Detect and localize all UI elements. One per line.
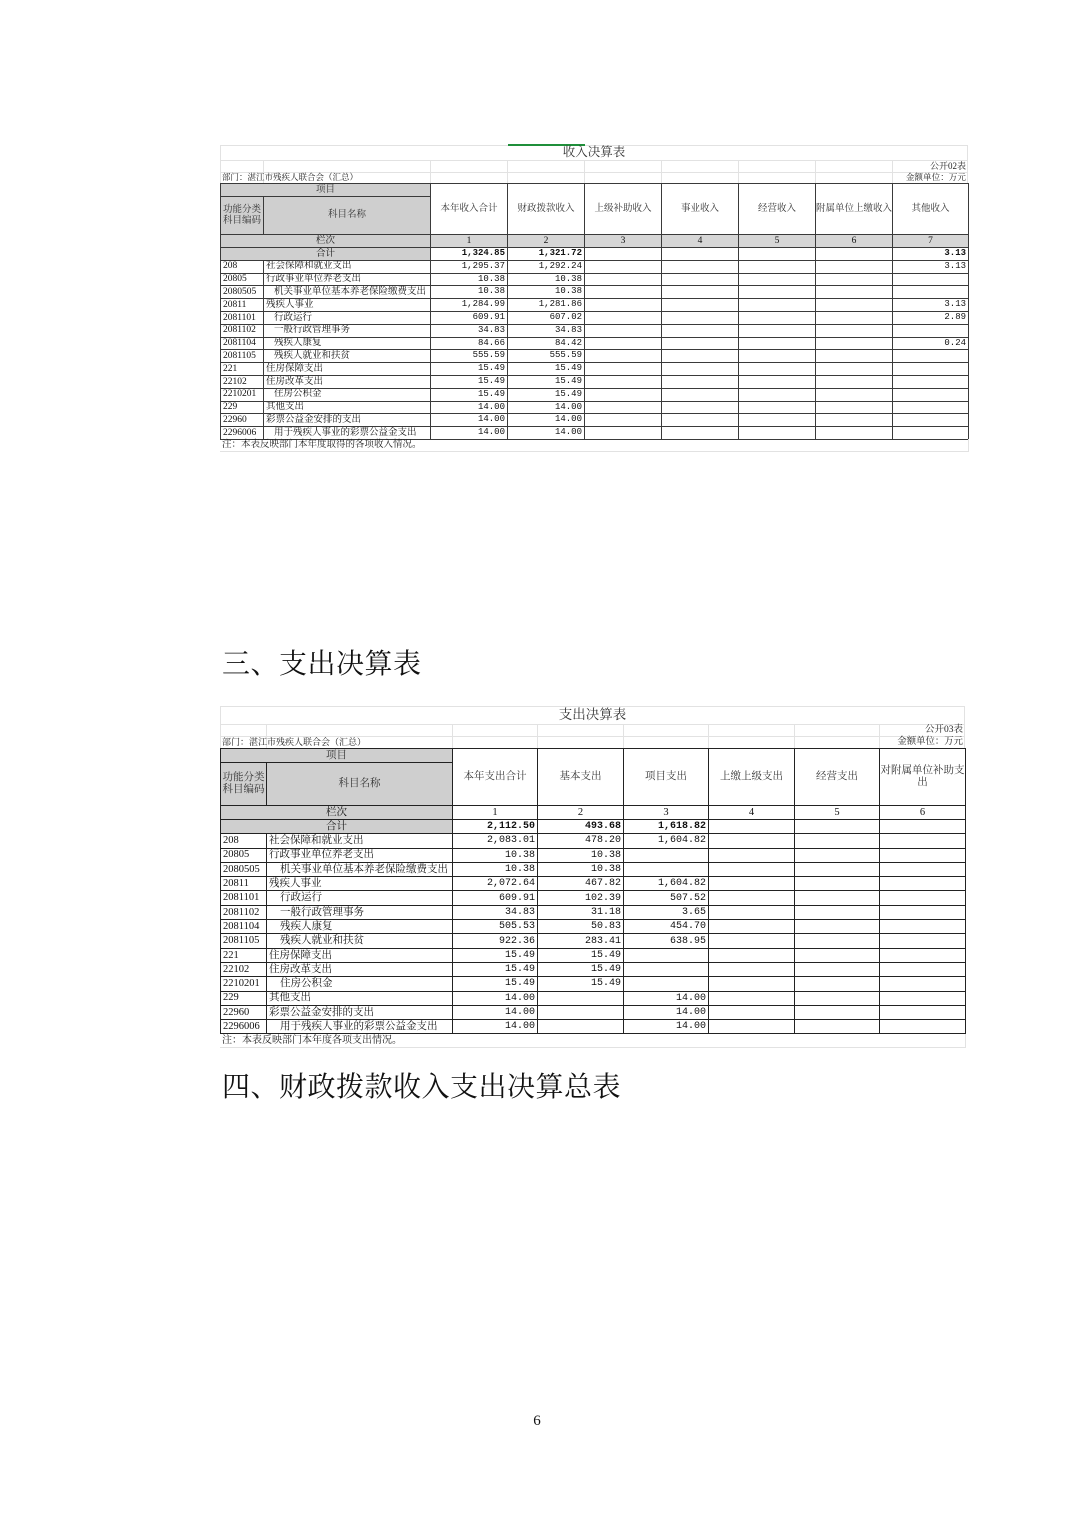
row-value-cell: [585, 325, 662, 338]
row-value-cell: [739, 338, 816, 351]
row-value-cell: 15.49: [431, 363, 508, 376]
row-value-cell: [893, 376, 969, 389]
row-name-cell: 住房保障支出: [267, 949, 453, 963]
row-code-cell: 22960: [221, 1006, 267, 1020]
total-value-cell: [739, 248, 816, 261]
expenditure-department-label: 部门：湛江市残疾人联合会（汇总）: [222, 737, 367, 747]
row-value-cell: [662, 363, 739, 376]
column-header-cell: 财政拨款收入: [508, 184, 585, 235]
row-value-cell: [816, 402, 893, 415]
row-code-cell: 22102: [221, 963, 267, 977]
row-value-cell: [662, 350, 739, 363]
row-value-cell: 1,604.82: [624, 877, 709, 891]
row-value-cell: [585, 286, 662, 299]
row-code-cell: 2081104: [221, 338, 264, 351]
row-value-cell: [816, 414, 893, 427]
row-value-cell: [585, 274, 662, 287]
row-value-cell: [816, 363, 893, 376]
row-value-cell: 102.39: [538, 891, 624, 905]
row-value-cell: 922.36: [453, 934, 538, 948]
row-name-cell: 行政事业单位养老支出: [267, 849, 453, 863]
row-value-cell: 14.00: [624, 1006, 709, 1020]
row-name-cell: 彩票公益金安排的支出: [264, 414, 431, 427]
row-value-cell: 14.00: [624, 992, 709, 1006]
row-value-cell: 283.41: [538, 934, 624, 948]
row-value-cell: 34.83: [431, 325, 508, 338]
row-value-cell: 15.49: [431, 376, 508, 389]
section-heading-fiscal-summary: 四、财政拨款收入支出决算总表: [222, 1072, 622, 1103]
row-name-cell: 机关事业单位基本养老保险缴费支出: [264, 286, 431, 299]
row-value-cell: 555.59: [508, 350, 585, 363]
section-heading-expenditure: 三、支出决算表: [222, 649, 422, 680]
row-name-cell: 彩票公益金安排的支出: [267, 1006, 453, 1020]
row-value-cell: 467.82: [538, 877, 624, 891]
total-value-cell: 2,112.50: [453, 820, 538, 834]
row-value-cell: 2.89: [893, 312, 969, 325]
row-value-cell: [739, 414, 816, 427]
row-value-cell: 10.38: [431, 274, 508, 287]
total-value-cell: [816, 248, 893, 261]
total-value-cell: [880, 820, 966, 834]
row-value-cell: [816, 350, 893, 363]
row-code-cell: 20811: [221, 299, 264, 312]
row-value-cell: 0.24: [893, 338, 969, 351]
row-value-cell: [795, 906, 880, 920]
row-value-cell: [585, 350, 662, 363]
row-value-cell: 507.52: [624, 891, 709, 905]
column-index-cell: 6: [816, 235, 893, 248]
row-name-cell: 一般行政管理事务: [264, 325, 431, 338]
row-value-cell: [795, 877, 880, 891]
row-value-cell: [662, 376, 739, 389]
row-value-cell: [709, 834, 795, 848]
column-index-cell: 2: [508, 235, 585, 248]
row-value-cell: 10.38: [453, 849, 538, 863]
row-value-cell: 478.20: [538, 834, 624, 848]
row-value-cell: 31.18: [538, 906, 624, 920]
row-value-cell: [662, 299, 739, 312]
row-value-cell: [709, 963, 795, 977]
row-value-cell: [816, 338, 893, 351]
row-name-cell: 行政事业单位养老支出: [264, 274, 431, 287]
row-code-cell: 2080505: [221, 286, 264, 299]
row-name-cell: 用于残疾人事业的彩票公益金支出: [264, 427, 431, 440]
row-value-cell: [709, 977, 795, 991]
total-label-cell: 合计: [221, 248, 431, 261]
column-header-cell: 上缴上级支出: [709, 749, 795, 806]
row-value-cell: [709, 863, 795, 877]
column-header-cell: 经营支出: [795, 749, 880, 806]
column-index-cell: 5: [795, 806, 880, 820]
row-value-cell: 609.91: [431, 312, 508, 325]
row-value-cell: [538, 1020, 624, 1034]
row-value-cell: [795, 834, 880, 848]
total-value-cell: 1,324.85: [431, 248, 508, 261]
row-code-cell: 229: [221, 402, 264, 415]
row-value-cell: [585, 261, 662, 274]
row-value-cell: 15.49: [453, 963, 538, 977]
row-value-cell: [880, 863, 966, 877]
row-code-cell: 208: [221, 261, 264, 274]
column-index-cell: 1: [431, 235, 508, 248]
row-name-cell: 住房公积金: [267, 977, 453, 991]
row-value-cell: [795, 891, 880, 905]
income-table-note: 注：本表反映部门本年度取得的各项收入情况。: [220, 439, 969, 452]
column-index-cell: 1: [453, 806, 538, 820]
row-value-cell: [624, 977, 709, 991]
row-name-cell: 社会保障和就业支出: [264, 261, 431, 274]
row-value-cell: 84.42: [508, 338, 585, 351]
row-value-cell: [816, 325, 893, 338]
row-value-cell: [795, 992, 880, 1006]
row-value-cell: [709, 877, 795, 891]
row-value-cell: 1,281.86: [508, 299, 585, 312]
expenditure-table-note: 注：本表反映部门本年度各项支出情况。: [220, 1034, 966, 1048]
header-name-cell: 科目名称: [267, 763, 453, 806]
row-value-cell: 638.95: [624, 934, 709, 948]
row-value-cell: 10.38: [508, 274, 585, 287]
column-index-cell: 3: [585, 235, 662, 248]
row-value-cell: [816, 389, 893, 402]
row-name-cell: 其他支出: [264, 402, 431, 415]
row-value-cell: [585, 402, 662, 415]
column-index-label-cell: 栏次: [221, 806, 453, 820]
row-value-cell: [585, 299, 662, 312]
row-value-cell: [795, 1020, 880, 1034]
header-code-cell: 功能分类科目编码: [221, 197, 264, 235]
row-value-cell: 454.70: [624, 920, 709, 934]
row-value-cell: 10.38: [431, 286, 508, 299]
row-value-cell: 609.91: [453, 891, 538, 905]
row-value-cell: [709, 891, 795, 905]
row-value-cell: [538, 992, 624, 1006]
row-value-cell: [816, 312, 893, 325]
row-value-cell: [624, 863, 709, 877]
total-label-cell: 合计: [221, 820, 453, 834]
row-value-cell: [739, 286, 816, 299]
row-value-cell: [893, 363, 969, 376]
row-value-cell: 14.00: [431, 414, 508, 427]
row-value-cell: [893, 350, 969, 363]
row-name-cell: 住房改革支出: [267, 963, 453, 977]
row-name-cell: 住房改革支出: [264, 376, 431, 389]
column-header-cell: 附属单位上缴收入: [816, 184, 893, 235]
row-value-cell: [795, 920, 880, 934]
column-index-cell: 2: [538, 806, 624, 820]
row-value-cell: [880, 934, 966, 948]
row-value-cell: [739, 274, 816, 287]
row-value-cell: [795, 977, 880, 991]
row-value-cell: [739, 299, 816, 312]
row-value-cell: 607.02: [508, 312, 585, 325]
row-value-cell: [893, 414, 969, 427]
expenditure-table: [220, 748, 966, 1034]
row-value-cell: 14.00: [453, 1006, 538, 1020]
row-code-cell: 2080505: [221, 863, 267, 877]
row-value-cell: 14.00: [453, 992, 538, 1006]
row-value-cell: [662, 389, 739, 402]
page-number: 6: [533, 1413, 541, 1429]
row-value-cell: [624, 963, 709, 977]
row-value-cell: [816, 261, 893, 274]
row-value-cell: 34.83: [453, 906, 538, 920]
income-form-number: 公开02表: [929, 161, 966, 171]
row-name-cell: 残疾人事业: [264, 299, 431, 312]
row-name-cell: 行政运行: [264, 312, 431, 325]
row-value-cell: 14.00: [508, 402, 585, 415]
row-value-cell: 10.38: [538, 863, 624, 877]
row-value-cell: 15.49: [453, 949, 538, 963]
row-code-cell: 2296006: [221, 427, 264, 440]
row-value-cell: [709, 849, 795, 863]
row-value-cell: 14.00: [431, 427, 508, 440]
row-value-cell: [816, 299, 893, 312]
row-value-cell: 14.00: [508, 427, 585, 440]
row-code-cell: 2210201: [221, 389, 264, 402]
row-value-cell: [739, 389, 816, 402]
row-value-cell: [739, 363, 816, 376]
row-value-cell: 3.65: [624, 906, 709, 920]
row-value-cell: [585, 338, 662, 351]
row-value-cell: 15.49: [538, 963, 624, 977]
income-table: [220, 183, 969, 440]
header-code-cell: 功能分类科目编码: [221, 763, 267, 806]
row-value-cell: [739, 325, 816, 338]
row-value-cell: 15.49: [431, 389, 508, 402]
row-value-cell: 15.49: [508, 389, 585, 402]
column-header-cell: 其他收入: [893, 184, 969, 235]
row-value-cell: [816, 286, 893, 299]
row-value-cell: [795, 934, 880, 948]
row-code-cell: 221: [221, 363, 264, 376]
row-value-cell: 10.38: [453, 863, 538, 877]
row-value-cell: [624, 849, 709, 863]
total-value-cell: [585, 248, 662, 261]
row-code-cell: 20805: [221, 274, 264, 287]
row-value-cell: [739, 350, 816, 363]
total-value-cell: 1,321.72: [508, 248, 585, 261]
row-value-cell: [709, 992, 795, 1006]
column-header-cell: 项目支出: [624, 749, 709, 806]
row-value-cell: [893, 286, 969, 299]
header-project-cell: 项目: [221, 749, 453, 763]
total-value-cell: 1,618.82: [624, 820, 709, 834]
row-value-cell: [880, 920, 966, 934]
total-value-cell: [662, 248, 739, 261]
row-value-cell: 15.49: [508, 363, 585, 376]
row-value-cell: [585, 389, 662, 402]
row-code-cell: 22102: [221, 376, 264, 389]
column-index-cell: 3: [624, 806, 709, 820]
row-value-cell: [880, 949, 966, 963]
column-index-cell: 5: [739, 235, 816, 248]
row-name-cell: 残疾人康复: [264, 338, 431, 351]
row-value-cell: 10.38: [508, 286, 585, 299]
column-index-cell: 4: [709, 806, 795, 820]
row-name-cell: 行政运行: [267, 891, 453, 905]
header-project-cell: 项目: [221, 184, 431, 197]
row-value-cell: [585, 312, 662, 325]
row-value-cell: [880, 1006, 966, 1020]
column-header-cell: 本年收入合计: [431, 184, 508, 235]
row-code-cell: 208: [221, 834, 267, 848]
row-name-cell: 其他支出: [267, 992, 453, 1006]
column-header-cell: 上级补助收入: [585, 184, 662, 235]
row-value-cell: 1,284.99: [431, 299, 508, 312]
row-value-cell: [893, 389, 969, 402]
row-value-cell: [795, 863, 880, 877]
row-value-cell: [624, 949, 709, 963]
row-code-cell: 2081105: [221, 350, 264, 363]
row-name-cell: 住房公积金: [264, 389, 431, 402]
row-name-cell: 住房保障支出: [264, 363, 431, 376]
column-header-cell: 本年支出合计: [453, 749, 538, 806]
expenditure-unit-label: 金额单位：万元: [897, 737, 963, 747]
row-value-cell: [662, 414, 739, 427]
row-value-cell: [893, 402, 969, 415]
row-value-cell: [816, 274, 893, 287]
row-value-cell: [880, 992, 966, 1006]
column-index-label-cell: 栏次: [221, 235, 431, 248]
row-code-cell: 20805: [221, 849, 267, 863]
row-code-cell: 229: [221, 992, 267, 1006]
row-value-cell: 1,604.82: [624, 834, 709, 848]
row-value-cell: 10.38: [538, 849, 624, 863]
column-header-cell: 经营收入: [739, 184, 816, 235]
row-value-cell: [662, 261, 739, 274]
row-value-cell: 34.83: [508, 325, 585, 338]
row-code-cell: 20811: [221, 877, 267, 891]
row-code-cell: 2081104: [221, 920, 267, 934]
row-value-cell: [709, 1006, 795, 1020]
row-value-cell: 14.00: [508, 414, 585, 427]
row-code-cell: 2081102: [221, 906, 267, 920]
row-value-cell: [795, 1006, 880, 1020]
row-code-cell: 2296006: [221, 1020, 267, 1034]
row-value-cell: 2,083.01: [453, 834, 538, 848]
row-value-cell: 15.49: [453, 977, 538, 991]
row-value-cell: 3.13: [893, 261, 969, 274]
row-value-cell: 84.66: [431, 338, 508, 351]
income-department-label: 部门：湛江市残疾人联合会（汇总）: [222, 172, 359, 182]
total-value-cell: [709, 820, 795, 834]
row-value-cell: 15.49: [508, 376, 585, 389]
row-value-cell: [585, 363, 662, 376]
row-code-cell: 221: [221, 949, 267, 963]
row-value-cell: [662, 402, 739, 415]
row-value-cell: [709, 920, 795, 934]
header-name-cell: 科目名称: [264, 197, 431, 235]
row-name-cell: 社会保障和就业支出: [267, 834, 453, 848]
row-value-cell: [893, 274, 969, 287]
expenditure-table-title: 支出决算表: [558, 707, 627, 722]
row-name-cell: 残疾人就业和扶贫: [264, 350, 431, 363]
row-value-cell: [709, 1020, 795, 1034]
column-header-cell: 事业收入: [662, 184, 739, 235]
row-name-cell: 一般行政管理事务: [267, 906, 453, 920]
row-code-cell: 2210201: [221, 977, 267, 991]
column-header-cell: 基本支出: [538, 749, 624, 806]
column-header-cell: 对附属单位补助支出: [880, 749, 966, 806]
row-code-cell: 22960: [221, 414, 264, 427]
row-name-cell: 机关事业单位基本养老保险缴费支出: [267, 863, 453, 877]
income-table-title: 收入决算表: [562, 145, 626, 159]
row-value-cell: 2,072.64: [453, 877, 538, 891]
row-name-cell: 残疾人就业和扶贫: [267, 934, 453, 948]
row-value-cell: [880, 891, 966, 905]
row-value-cell: [795, 949, 880, 963]
row-value-cell: 50.83: [538, 920, 624, 934]
row-value-cell: 15.49: [538, 977, 624, 991]
row-code-cell: 2081101: [221, 312, 264, 325]
total-value-cell: 3.13: [893, 248, 969, 261]
row-value-cell: [880, 849, 966, 863]
row-value-cell: [662, 338, 739, 351]
row-value-cell: [880, 834, 966, 848]
row-value-cell: [880, 1020, 966, 1034]
row-code-cell: 2081102: [221, 325, 264, 338]
row-value-cell: 14.00: [624, 1020, 709, 1034]
row-value-cell: [795, 963, 880, 977]
row-value-cell: [662, 286, 739, 299]
row-value-cell: [662, 312, 739, 325]
row-value-cell: 505.53: [453, 920, 538, 934]
row-value-cell: [795, 849, 880, 863]
row-value-cell: [662, 274, 739, 287]
row-value-cell: [739, 376, 816, 389]
column-index-cell: 7: [893, 235, 969, 248]
row-value-cell: 555.59: [431, 350, 508, 363]
row-value-cell: 1,292.24: [508, 261, 585, 274]
expenditure-form-number: 公开03表: [924, 725, 963, 735]
row-value-cell: [893, 325, 969, 338]
row-code-cell: 2081101: [221, 891, 267, 905]
row-value-cell: [880, 963, 966, 977]
row-name-cell: 残疾人康复: [267, 920, 453, 934]
row-value-cell: [880, 877, 966, 891]
row-value-cell: 15.49: [538, 949, 624, 963]
column-index-cell: 6: [880, 806, 966, 820]
row-name-cell: 用于残疾人事业的彩票公益金支出: [267, 1020, 453, 1034]
income-unit-label: 金额单位：万元: [905, 172, 966, 182]
row-name-cell: 残疾人事业: [267, 877, 453, 891]
total-value-cell: [795, 820, 880, 834]
total-value-cell: 493.68: [538, 820, 624, 834]
row-value-cell: [709, 934, 795, 948]
row-value-cell: [585, 376, 662, 389]
row-code-cell: 2081105: [221, 934, 267, 948]
row-value-cell: [709, 906, 795, 920]
row-value-cell: [880, 977, 966, 991]
row-value-cell: [739, 312, 816, 325]
row-value-cell: [816, 376, 893, 389]
row-value-cell: [880, 906, 966, 920]
row-value-cell: [709, 949, 795, 963]
row-value-cell: 1,295.37: [431, 261, 508, 274]
row-value-cell: 14.00: [453, 1020, 538, 1034]
row-value-cell: [538, 1006, 624, 1020]
row-value-cell: [739, 261, 816, 274]
row-value-cell: [585, 414, 662, 427]
row-value-cell: [662, 325, 739, 338]
row-value-cell: 3.13: [893, 299, 969, 312]
row-value-cell: 14.00: [431, 402, 508, 415]
row-value-cell: [739, 402, 816, 415]
column-index-cell: 4: [662, 235, 739, 248]
